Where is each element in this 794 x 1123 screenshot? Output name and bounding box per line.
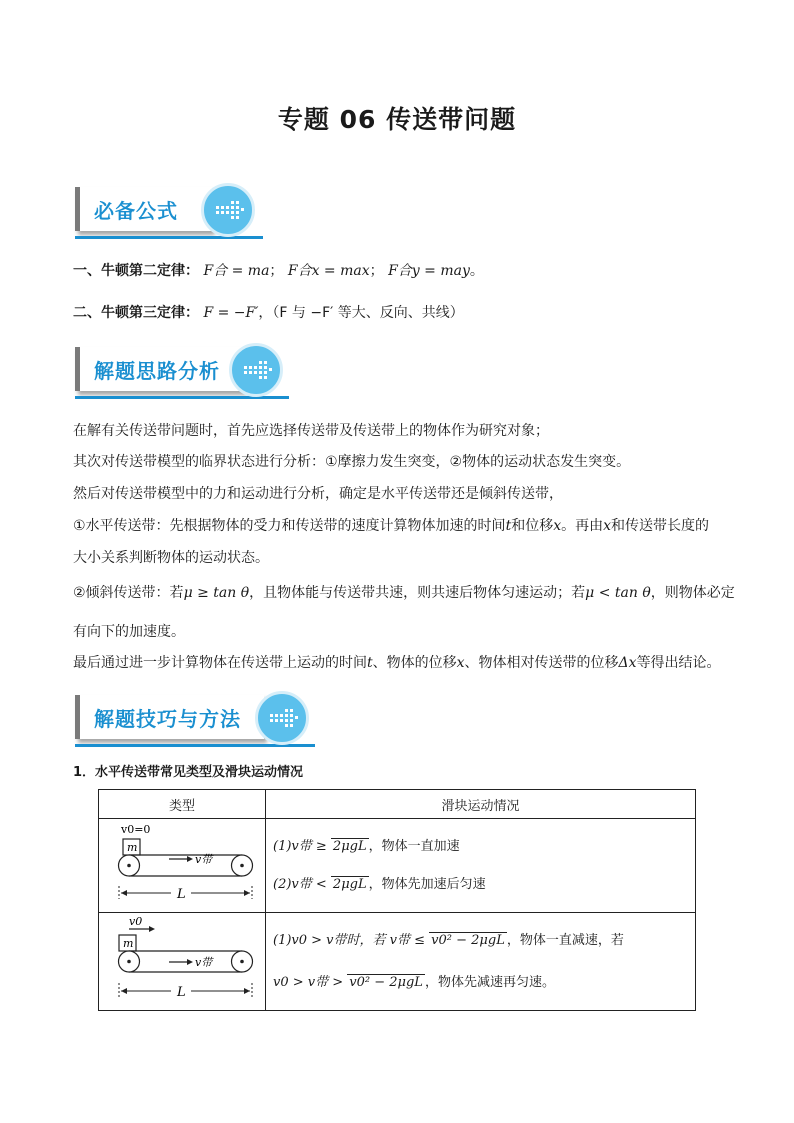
conveyor-diagram-v0-moving [99, 913, 263, 1006]
section-title-analysis: 解题思路分析 [94, 358, 220, 383]
table-row [99, 913, 696, 1011]
analysis-paragraph-4: ①水平传送带：先根据物体的受力和传送带的速度计算物体加速的时间t和位移x。再由x和传送带长度的 [73, 518, 710, 534]
conveyor-diagram-v0-zero [99, 819, 263, 908]
newton-second-law: 一、牛顿第二定律： F合 = ma； F合x = max； F合y = may。 [73, 263, 484, 279]
dotted-arrow-icon [229, 343, 283, 397]
row1-case-2: (2)v带 < 2μgL ，物体先加速后匀速 [273, 876, 486, 892]
analysis-paragraph-7: 有向下的加速度。 [73, 624, 185, 640]
table-heading: 1．水平传送带常见类型及滑块运动情况 [73, 765, 304, 780]
analysis-paragraph-2: 其次对传送带模型的临界状态进行分析：①摩擦力发生突变，②物体的运动状态发生突变。 [73, 454, 631, 470]
column-header-type: 类型 [99, 790, 266, 819]
section-title-methods: 解题技巧与方法 [94, 706, 241, 731]
analysis-paragraph-8: 最后通过进一步计算物体在传送带上运动的时间t、物体的位移x、物体相对传送带的位移Δx等得出结论。 [73, 655, 721, 671]
section-banner-formulas [75, 183, 265, 243]
row2-case-1: (1)v0 > v带时，若 v带 ≤ v0² − 2μgL ，物体一直减速，若 [273, 932, 624, 948]
newton-third-law: 二、牛顿第三定律： F = −F′，（F 与 −F′ 等大、反向、共线） [73, 305, 464, 321]
section-banner-analysis [75, 343, 290, 403]
analysis-paragraph-6: ②倾斜传送带：若μ ≥ tan θ，且物体能与传送带共速，则共速后物体匀速运动；若μ < tan θ，则物体必定 [73, 585, 735, 601]
section-title-formulas: 必备公式 [94, 198, 178, 223]
table-row [99, 819, 696, 913]
analysis-paragraph-3: 然后对传送带模型中的力和运动进行分析，确定是水平传送带还是倾斜传送带， [73, 486, 563, 502]
diagram-belt-speed-label: v带 [195, 956, 213, 969]
analysis-paragraph-1: 在解有关传送带问题时，首先应选择传送带及传送带上的物体作为研究对象； [73, 423, 549, 439]
diagram-length-label: L [177, 887, 186, 902]
diagram-length-label: L [177, 985, 186, 1000]
dotted-arrow-icon [201, 183, 255, 237]
diagram-v0-label: v0 [129, 915, 143, 928]
row1-case-1: (1)v带 ≥ 2μgL ，物体一直加速 [273, 838, 460, 854]
conveyor-types-table [98, 789, 696, 1011]
section-banner-methods [75, 691, 320, 751]
row2-case-2: v0 > v带 > v0² − 2μgL ，物体先减速再匀速。 [273, 974, 555, 990]
analysis-paragraph-5: 大小关系判断物体的运动状态。 [73, 550, 269, 566]
column-header-motion: 滑块运动情况 [266, 790, 696, 819]
diagram-belt-speed-label: v带 [195, 853, 213, 866]
diagram-v0-label: v0=0 [121, 823, 151, 836]
diagram-m-label: m [123, 937, 134, 950]
dotted-arrow-icon [255, 691, 309, 745]
page-title: 专题 06 传送带问题 [277, 105, 517, 134]
diagram-m-label: m [127, 841, 138, 854]
